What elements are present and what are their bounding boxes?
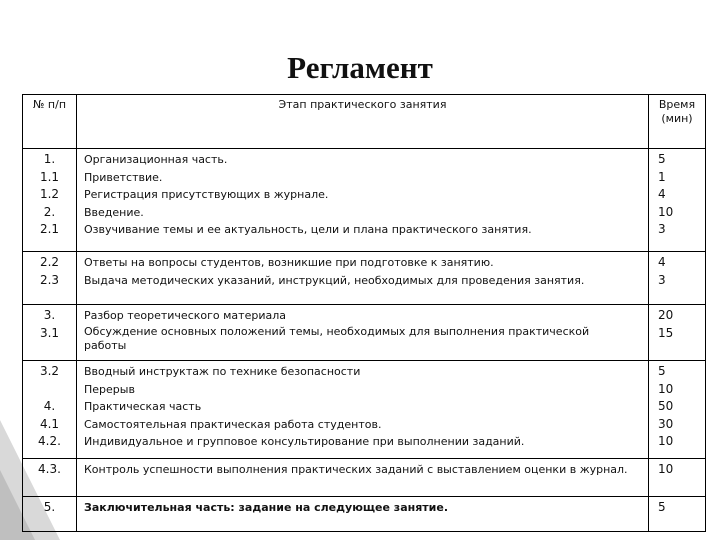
row-number: 4.2.: [38, 434, 61, 448]
row-stages: [77, 149, 649, 252]
row-number: 3.1: [39, 325, 60, 340]
row-times: [649, 459, 706, 497]
time-value: 3: [658, 272, 666, 287]
row-numbers: [23, 459, 77, 497]
time-value: 3: [658, 222, 666, 236]
stage-text: Озвучивание темы и ее актуальность, цели и плана практического занятия.: [84, 223, 532, 236]
time-value: 4: [658, 255, 666, 269]
stage-text: Обсуждение основных положений темы, необходимых для выполнения практической работы: [84, 324, 590, 352]
time-value: 10: [658, 381, 674, 396]
time-value: 30: [658, 416, 674, 431]
stage-text: Перерыв: [84, 382, 135, 396]
row-number: 2.: [43, 204, 56, 219]
header-time-line1: Время: [658, 98, 696, 111]
row-number: 2.3: [39, 272, 60, 287]
row-number: 3.: [43, 308, 56, 322]
time-value: 15: [658, 325, 674, 340]
stage-text: Введение.: [84, 205, 144, 219]
time-value: 5: [658, 152, 666, 166]
row-stages: [77, 459, 649, 497]
row-number: 1.2: [39, 187, 60, 201]
row-number: 1.: [43, 152, 56, 166]
row-number: 1.1: [39, 169, 60, 184]
time-value: 1: [658, 169, 666, 184]
schedule-table: [22, 94, 706, 532]
table-row: [23, 361, 706, 459]
time-value: 10: [658, 204, 674, 219]
row-times: [649, 497, 706, 532]
table-row: [23, 149, 706, 252]
stage-text: Организационная часть.: [84, 153, 228, 166]
header-time: [649, 95, 706, 149]
table-row: [23, 497, 706, 532]
table-row: [23, 459, 706, 497]
row-number: 4.3.: [38, 462, 61, 476]
time-value: 4: [658, 187, 666, 201]
row-times: [649, 361, 706, 459]
time-value: 50: [658, 399, 674, 413]
stage-text: Контроль успешности выполнения практических заданий с выставлением оценки в журнал.: [84, 463, 628, 476]
stage-text: Разбор теоретического материала: [84, 309, 286, 322]
stage-text: Ответы на вопросы студентов, возникшие при подготовке к занятию.: [84, 256, 494, 269]
time-value: 20: [658, 308, 674, 322]
row-number: [23, 381, 76, 399]
row-number: 4.: [43, 399, 56, 413]
row-times: [649, 149, 706, 252]
row-number: 3.2: [39, 364, 60, 378]
row-numbers: [23, 305, 77, 361]
row-numbers: [23, 497, 77, 532]
stage-text: Регистрация присутствующих в журнале.: [84, 188, 329, 201]
page-title: Регламент: [287, 50, 433, 85]
row-number: 2.1: [39, 222, 60, 236]
row-numbers: [23, 149, 77, 252]
time-value: 5: [658, 500, 666, 514]
header-stage: Этап практического занятия: [77, 95, 649, 149]
stage-text: Вводный инструктаж по технике безопасности: [84, 365, 361, 378]
stage-text: Самостоятельная практическая работа студентов.: [84, 417, 382, 431]
row-stages: [77, 305, 649, 361]
row-stages: [77, 252, 649, 305]
table-row: [23, 252, 706, 305]
row-times: [649, 252, 706, 305]
row-stages: [77, 361, 649, 459]
header-number: № п/п: [23, 95, 77, 149]
stage-text: Практическая часть: [84, 400, 202, 413]
row-numbers: [23, 252, 77, 305]
time-value: 5: [658, 364, 666, 378]
header-time-line2: (мин): [661, 112, 693, 125]
time-value: 10: [658, 462, 674, 476]
stage-text: Заключительная часть: задание на следующее занятие.: [84, 501, 448, 514]
row-numbers: [23, 361, 77, 459]
stage-text: Выдача методических указаний, инструкций, необходимых для проведения занятия.: [84, 273, 585, 287]
table-row: [23, 305, 706, 361]
stage-text: Индивидуальное и групповое консультирование при выполнении заданий.: [84, 435, 525, 448]
time-value: 10: [658, 434, 674, 448]
row-number: 2.2: [39, 255, 60, 269]
table-header-row: [23, 95, 706, 149]
row-number: 4.1: [39, 416, 60, 431]
row-times: [649, 305, 706, 361]
stage-text: Приветствие.: [84, 170, 163, 184]
row-stages: [77, 497, 649, 532]
row-number: 5.: [43, 500, 56, 514]
